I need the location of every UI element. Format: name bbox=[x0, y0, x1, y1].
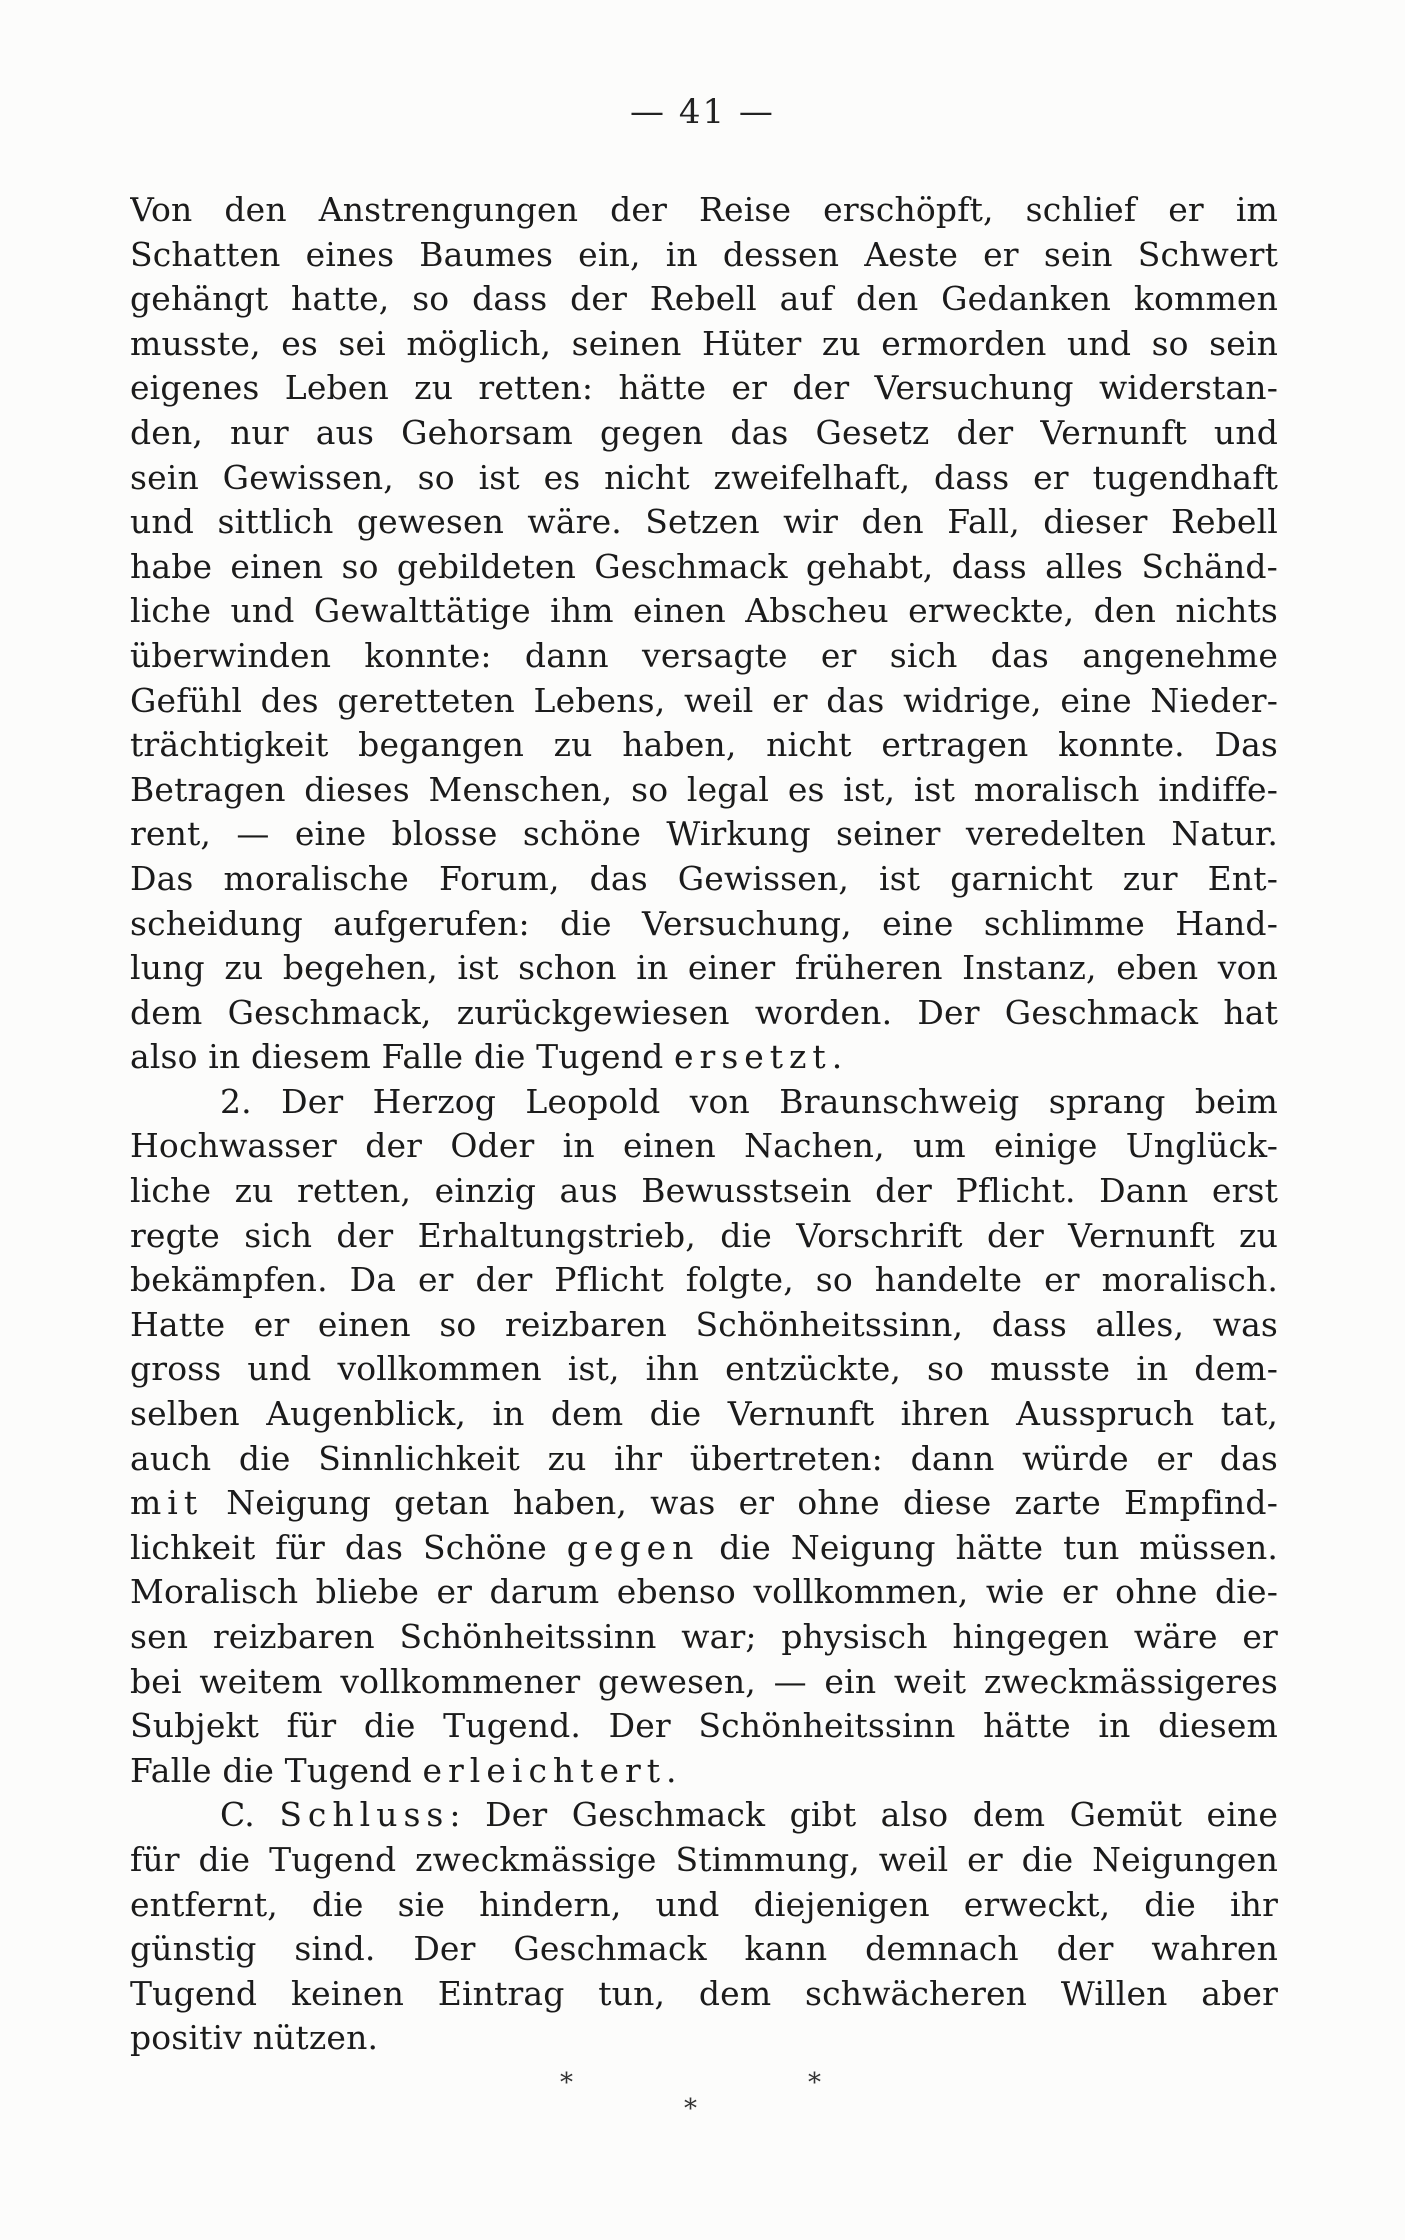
text-line: habe einen so gebildeten Geschmack gehabt, dass alles Schänd- bbox=[130, 546, 1278, 586]
text-line: liche zu retten, einzig aus Bewusstsein der Pflicht. Dann erst bbox=[130, 1171, 1278, 1211]
text-line: Hochwasser der Oder in einen Nachen, um einige Unglück- bbox=[130, 1126, 1278, 1166]
text-line: gehängt hatte, so dass der Rebell auf den Gedanken kommen bbox=[130, 279, 1278, 319]
text-line: Tugend keinen Eintrag tun, dem schwächeren Willen aber bbox=[130, 1973, 1278, 2013]
asterisk-mark: * bbox=[560, 2068, 573, 2098]
text-line: auch die Sinnlichkeit zu ihr übertreten: dann würde er das bbox=[130, 1438, 1278, 1478]
text-line: scheidung aufgerufen: die Versuchung, eine schlimme Hand- bbox=[130, 903, 1278, 943]
text-segment: die Neigung hätte tun müssen. bbox=[699, 1527, 1278, 1567]
text-line: Moralisch bliebe er darum ebenso vollkommen, wie er ohne die- bbox=[130, 1572, 1278, 1612]
section-heading-spaced: Schluss bbox=[279, 1795, 450, 1835]
text-line: bei weitem vollkommener gewesen, — ein weit zweckmässigeres bbox=[130, 1661, 1278, 1701]
paragraph-start-line bbox=[130, 1793, 1278, 1838]
text-line: Gefühl des geretteten Lebens, weil er das widrige, eine Nieder- bbox=[130, 680, 1278, 720]
text-line bbox=[130, 1526, 1278, 1571]
text-line: Betragen dieses Menschen, so legal es ist, ist moralisch indiffe- bbox=[130, 769, 1278, 809]
text-line: regte sich der Erhaltungstrieb, die Vorschrift der Vernunft zu bbox=[130, 1215, 1278, 1255]
text-line: entfernt, die sie hindern, und diejenigen erweckt, die ihr bbox=[130, 1884, 1278, 1924]
text-line: bekämpfen. Da er der Pflicht folgte, so handelte er moralisch. bbox=[130, 1260, 1278, 1300]
text-line: für die Tugend zweckmässige Stimmung, weil er die Neigungen bbox=[130, 1839, 1278, 1879]
text-segment: . bbox=[831, 1037, 843, 1077]
text-line: sein Gewissen, so ist es nicht zweifelhaft, dass er tugendhaft bbox=[130, 457, 1278, 497]
text-line: gross und vollkommen ist, ihn entzückte, so musste in dem- bbox=[130, 1349, 1278, 1389]
text-line: überwinden konnte: dann versagte er sich das angenehme bbox=[130, 635, 1278, 675]
text-line: den, nur aus Gehorsam gegen das Gesetz der Vernunft und bbox=[130, 412, 1278, 452]
text-segment: . bbox=[666, 1750, 677, 1790]
text-line: Das moralische Forum, das Gewissen, ist garnicht zur Ent- bbox=[130, 858, 1278, 898]
text-segment: Falle die Tugend bbox=[130, 1750, 423, 1790]
text-line: trächtigkeit begangen zu haben, nicht ertragen konnte. Das bbox=[130, 725, 1278, 765]
text-line: dem Geschmack, zurückgewiesen worden. Der Geschmack hat bbox=[130, 992, 1278, 1032]
emphasis-spaced: gegen bbox=[566, 1527, 700, 1567]
text-segment: lichkeit für das Schöne bbox=[130, 1527, 567, 1567]
text-segment: Neigung getan haben, was er ohne diese zarte Empfind- bbox=[203, 1483, 1278, 1523]
text-line: und sittlich gewesen wäre. Setzen wir den Fall, dieser Rebell bbox=[130, 502, 1278, 542]
text-line bbox=[130, 1481, 1278, 1526]
text-line: selben Augenblick, in dem die Vernunft ihren Ausspruch tat, bbox=[130, 1394, 1278, 1434]
emphasis-spaced: mit bbox=[130, 1483, 204, 1523]
text-line: eigenes Leben zu retten: hätte er der Versuchung widerstan- bbox=[130, 368, 1278, 408]
text-line: positiv nützen. bbox=[130, 2018, 379, 2058]
text-line: Subjekt für die Tugend. Der Schönheitssinn hätte in diesem bbox=[130, 1706, 1278, 1746]
text-line: sen reizbaren Schönheitssinn war; physisch hingegen wäre er bbox=[130, 1617, 1278, 1656]
text-line: Von den Anstrengungen der Reise erschöpft, schlief er im bbox=[130, 190, 1278, 229]
asterism-divider bbox=[0, 2068, 1405, 2128]
emphasis-spaced: ersetzt bbox=[674, 1037, 832, 1077]
text-line: günstig sind. Der Geschmack kann demnach der wahren bbox=[130, 1929, 1278, 1969]
asterisk-mark: * bbox=[684, 2094, 697, 2124]
text-segment: also in diesem Falle die Tugend bbox=[130, 1037, 675, 1077]
text-line bbox=[130, 1035, 1278, 1080]
body-text bbox=[130, 188, 1278, 2061]
text-line: Schatten eines Baumes ein, in dessen Aeste er sein Schwert bbox=[130, 234, 1278, 274]
text-segment: C. bbox=[220, 1795, 280, 1835]
emphasis-spaced: erleichtert bbox=[422, 1750, 667, 1790]
page-number: — 41 — bbox=[630, 92, 775, 132]
text-segment: : Der Geschmack gibt also dem Gemüt eine bbox=[449, 1795, 1278, 1835]
text-line bbox=[130, 1749, 1278, 1794]
paragraph-start-line: 2. Der Herzog Leopold von Braunschweig sprang beim bbox=[220, 1081, 1278, 1121]
text-line: Hatte er einen so reizbaren Schönheitssinn, dass alles, was bbox=[130, 1304, 1278, 1344]
text-line: lung zu begehen, ist schon in einer früheren Instanz, eben von bbox=[130, 948, 1278, 988]
asterisk-mark: * bbox=[808, 2068, 821, 2098]
text-line: musste, es sei möglich, seinen Hüter zu ermorden und so sein bbox=[130, 323, 1278, 363]
text-line: rent, — eine blosse schöne Wirkung seiner veredelten Natur. bbox=[130, 814, 1278, 854]
text-line: liche und Gewalttätige ihm einen Abscheu erweckte, den nichts bbox=[130, 591, 1278, 631]
